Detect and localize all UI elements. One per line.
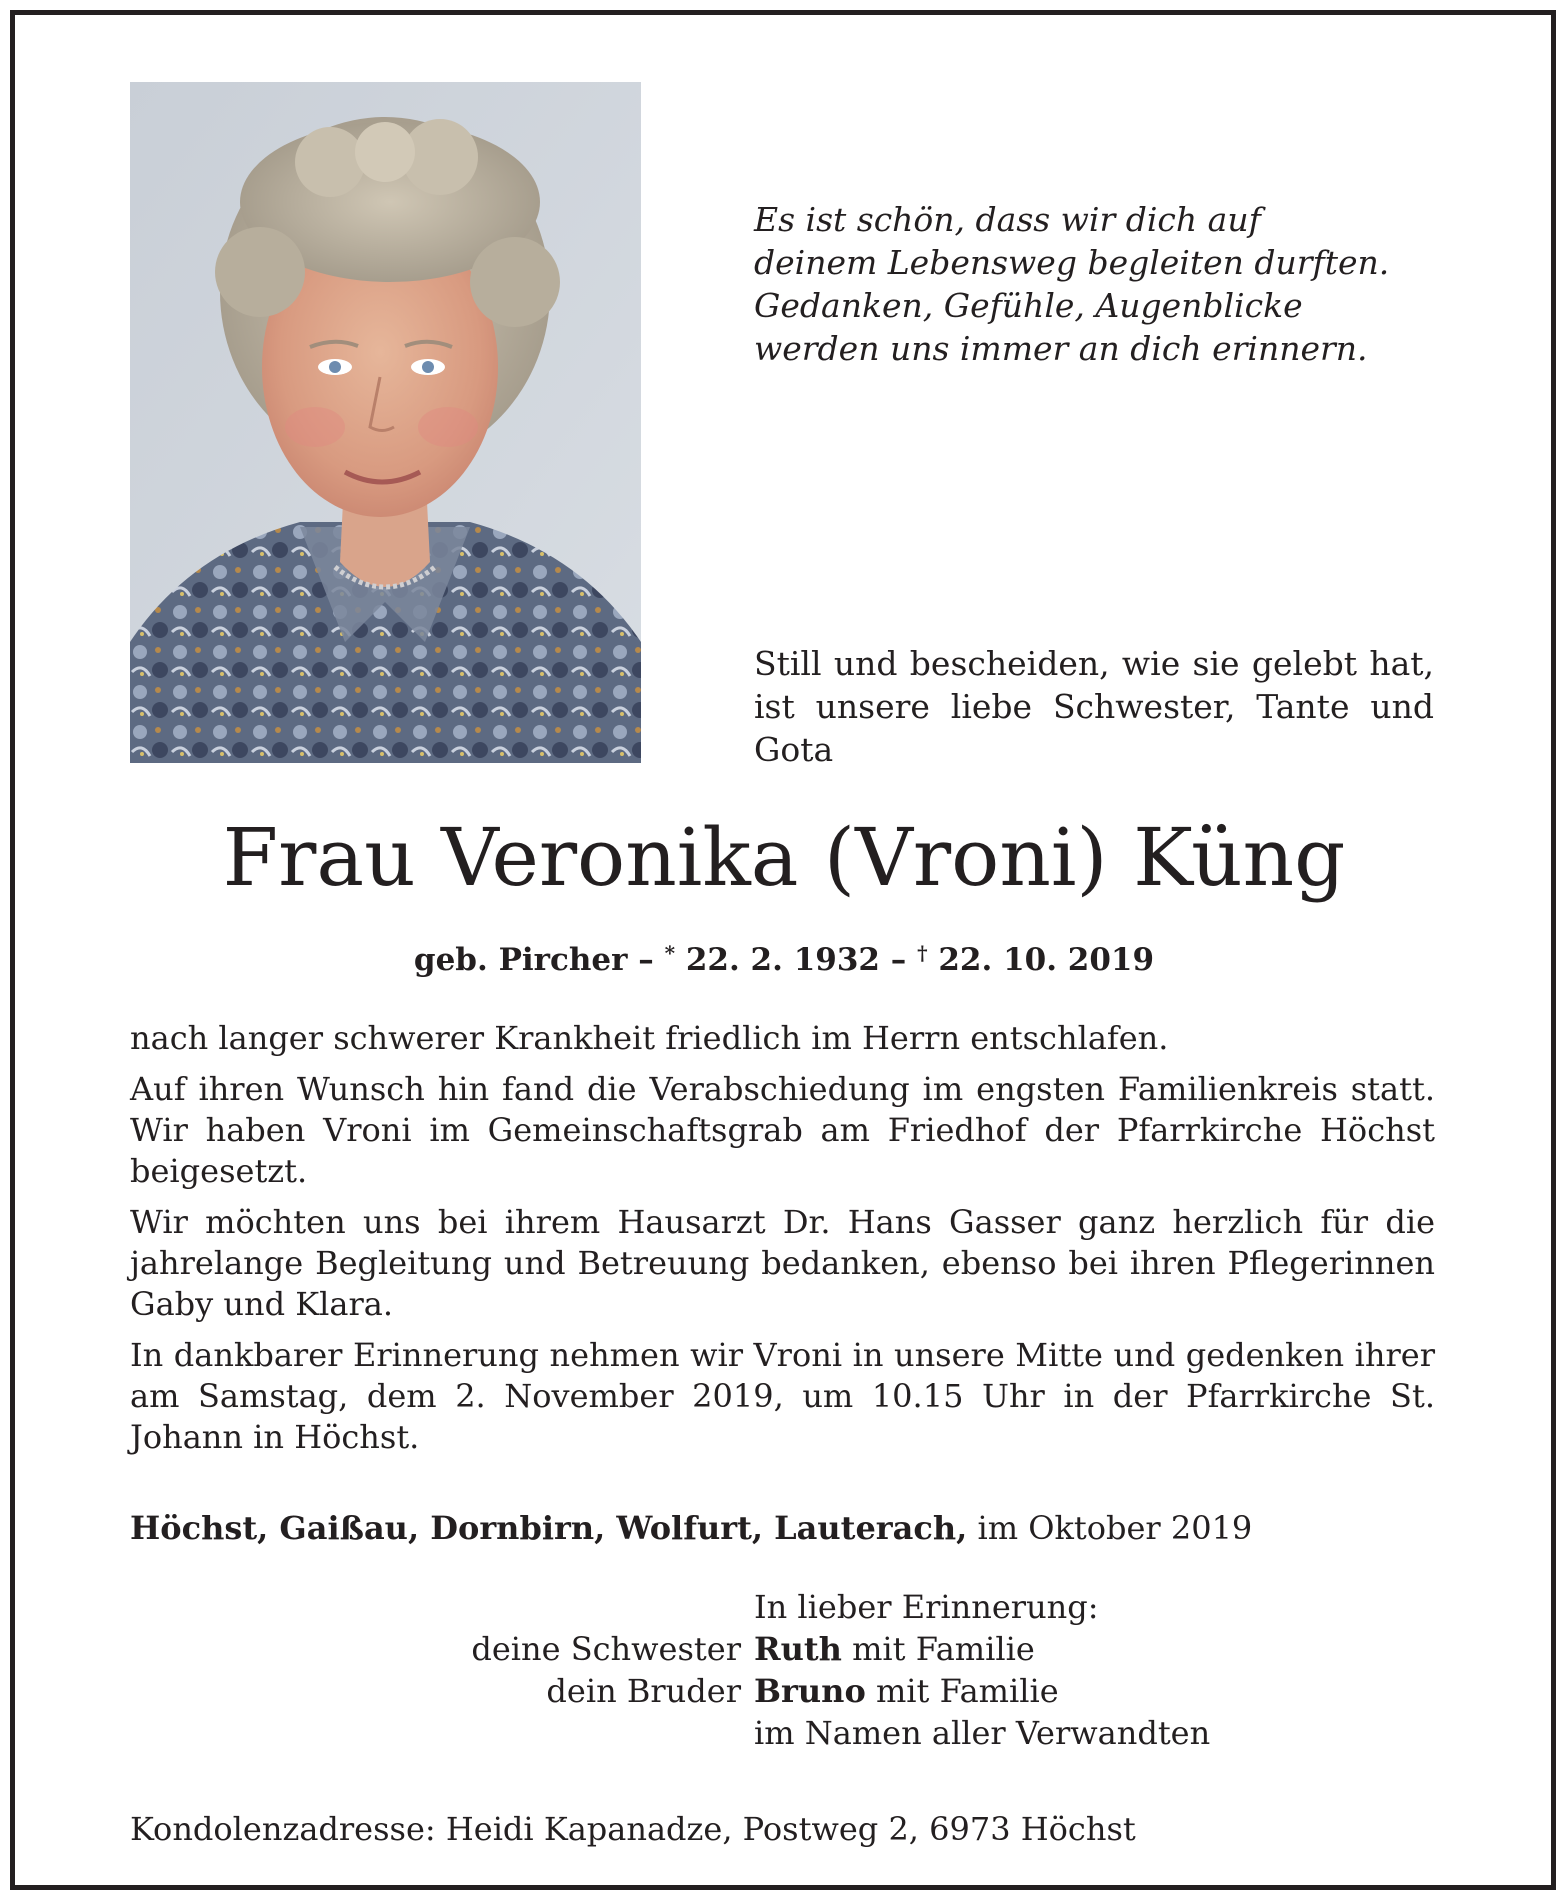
obituary-body [130, 1018, 1435, 1468]
signature-first-name: Bruno [754, 1672, 866, 1710]
condolence-address: Kondolenzadresse: Heidi Kapanadze, Postweg 2, 6973 Höchst [130, 1810, 1136, 1848]
dash-separator: – [627, 942, 665, 978]
publication-date: im Oktober 2019 [967, 1509, 1253, 1547]
born-symbol: * [664, 941, 676, 965]
places-list: Höchst, Gaißau, Dornbirn, Wolfurt, Lauterach, [130, 1509, 968, 1547]
birth-name: geb. Pircher [413, 942, 628, 978]
deceased-name: Frau Veronika (Vroni) Küng [222, 811, 1346, 904]
signature-name [754, 1628, 1035, 1670]
dash-separator: – [879, 942, 918, 978]
signature-relation: dein Bruder [546, 1672, 741, 1710]
signature-name [754, 1712, 1210, 1754]
body-paragraph: Wir möchten uns bei ihrem Hausarzt Dr. Hans Gasser ganz herzlich für die jahrelange Begleitung und Betreuung bedanken, ebenso bei ihren Pflegerinnen Gaby und Klara. [130, 1203, 1435, 1323]
signature-suffix: mit Familie [841, 1630, 1035, 1668]
signature-first-name: Ruth [754, 1630, 842, 1668]
body-paragraph: nach langer schwerer Krankheit friedlich im Herrn entschlafen. [130, 1019, 1169, 1057]
life-dates [0, 940, 1568, 980]
signature-row [0, 1628, 1568, 1670]
intro-text: Still und bescheiden, wie sie gelebt hat, ist unsere liebe Schwester, Tante und Gota [754, 644, 1434, 769]
died-symbol: † [917, 941, 928, 965]
quote-line: Gedanken, Gefühle, Augenblicke [754, 286, 1303, 325]
signature-row [0, 1712, 1568, 1754]
quote-line: Es ist schön, dass wir dich auf [754, 200, 1261, 239]
signature-suffix: im Namen aller Verwandten [754, 1714, 1211, 1752]
body-paragraph: In dankbarer Erinnerung nehmen wir Vroni in unsere Mitte und gedenken ihrer am Samstag, dem 2. November 2019, um 10.15 Uhr in der Pfarrkirche St. Johann in Höchst. [130, 1336, 1435, 1456]
memorial-quote [754, 198, 1434, 370]
signature-name [754, 1670, 1059, 1712]
portrait-photo [130, 82, 641, 763]
quote-line: deinem Lebensweg begleiten durften. [754, 243, 1390, 282]
signature-row [0, 1670, 1568, 1712]
death-date: 22. 10. 2019 [927, 942, 1155, 978]
signature-relation: deine Schwester [471, 1630, 741, 1668]
signature-heading: In lieber Erinnerung: [754, 1588, 1099, 1626]
birth-date: 22. 2. 1932 [675, 942, 880, 978]
quote-line: werden uns immer an dich erinnern. [754, 329, 1368, 368]
body-paragraph: Auf ihren Wunsch hin fand die Verabschiedung im engsten Familienkreis statt. Wir haben Vroni im Gemeinschaftsgrab am Friedhof der Pfarrkirche Höchst beigesetzt. [130, 1070, 1435, 1190]
signature-suffix: mit Familie [865, 1672, 1059, 1710]
places-and-date [130, 1507, 1435, 1549]
